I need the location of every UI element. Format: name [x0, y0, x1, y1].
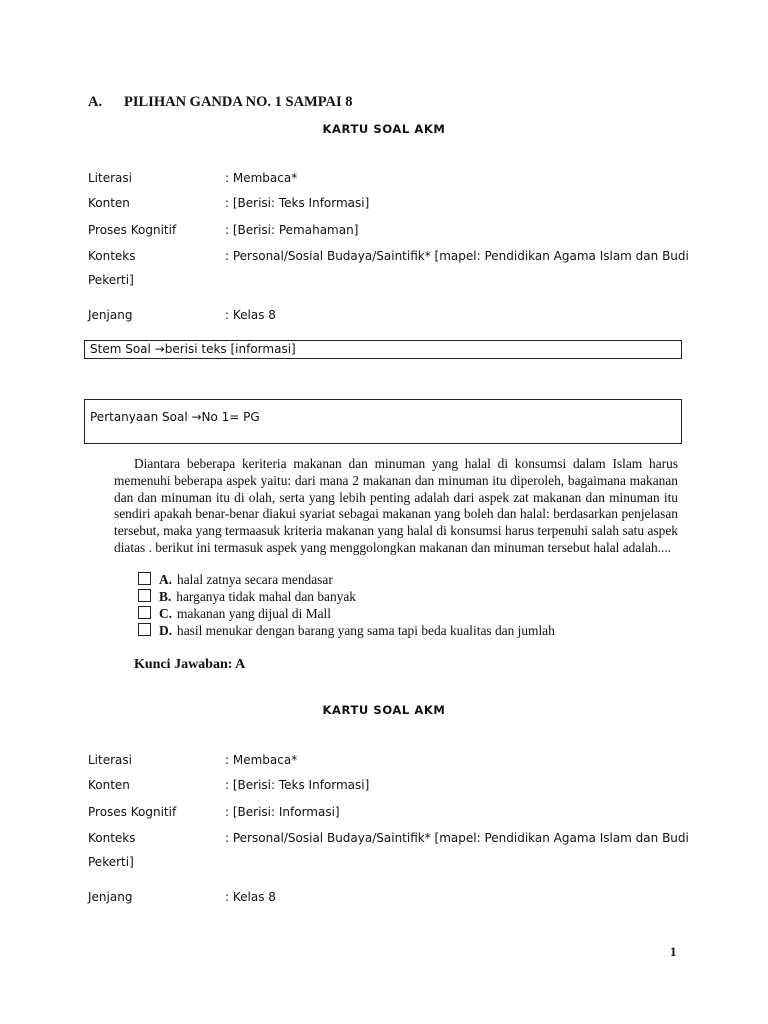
answer-key: Kunci Jawaban: A — [134, 657, 246, 672]
field-value-konten: : [Berisi: Teks Informasi] — [225, 196, 370, 210]
page-number: 1 — [670, 944, 677, 959]
section-heading — [88, 94, 353, 111]
field-value-konteks: : Personal/Sosial Budaya/Saintifik* [mapel: Pendidikan Agama Islam dan Budi — [225, 249, 689, 263]
stem-soal-box — [84, 340, 682, 359]
field-label-konten: Konten — [88, 778, 130, 792]
option-text: hasil menukar dengan barang yang sama tapi beda kualitas dan jumlah — [177, 623, 555, 638]
field-label-literasi: Literasi — [88, 171, 132, 185]
option-text: makanan yang dijual di Mall — [177, 606, 331, 621]
option-letter: D. — [159, 623, 173, 638]
option-letter: C. — [159, 606, 173, 621]
question-text: Diantara beberapa keriteria makanan dan minuman yang halal di konsumsi dalam Islam harus memenuhi beberapa aspek yaitu: dari mana 2 makanan dan minuman itu diperoleh, bagaimana makanan dan dan minuman itu di olah, serta yang lebih penting adalah dari aspek zat makanan dan minuman itu sendiri apakah benar-benar diakui syariat sebagai makanan yang boleh dan halal: berdasarkan penjelasan tersebut, maka yang termaasuk kriteria makanan yang halal di konsumsi harus terpenuhi salah satu aspek diatas . berikut ini termasuk aspek yang menggolongkan makanan dan minuman tersebut halal adalah.... — [114, 456, 678, 555]
field-label-konteks: Konteks — [88, 831, 136, 845]
option-text: halal zatnya secara mendasar — [177, 572, 333, 587]
card-title: KARTU SOAL AKM — [322, 703, 446, 717]
section-title: PILIHAN GANDA NO. 1 SAMPAI 8 — [124, 94, 353, 110]
card-title: KARTU SOAL AKM — [322, 122, 446, 136]
field-label-jenjang: Jenjang — [88, 308, 133, 322]
field-label-konteks: Konteks — [88, 249, 136, 263]
option-letter: B. — [159, 589, 172, 604]
checkbox-icon[interactable] — [138, 606, 151, 619]
pertanyaan-soal-text: Pertanyaan Soal →No 1= PG — [90, 410, 260, 424]
option-letter: A. — [159, 572, 173, 587]
option-d[interactable] — [138, 623, 555, 639]
field-value-proses-kognitif: : [Berisi: Pemahaman] — [225, 223, 359, 237]
field-value-proses-kognitif: : [Berisi: Informasi] — [225, 805, 340, 819]
pertanyaan-soal-box — [84, 399, 682, 444]
field-value-konteks: : Personal/Sosial Budaya/Saintifik* [mapel: Pendidikan Agama Islam dan Budi — [225, 831, 689, 845]
field-value-konteks-continuation: Pekerti] — [88, 273, 134, 287]
section-number: A. — [88, 94, 103, 110]
field-label-literasi: Literasi — [88, 753, 132, 767]
field-value-jenjang: : Kelas 8 — [225, 890, 276, 904]
field-label-konten: Konten — [88, 196, 130, 210]
option-c[interactable] — [138, 606, 331, 622]
checkbox-icon[interactable] — [138, 572, 151, 585]
option-a[interactable] — [138, 572, 333, 588]
field-value-konten: : [Berisi: Teks Informasi] — [225, 778, 370, 792]
field-value-jenjang: : Kelas 8 — [225, 308, 276, 322]
option-b[interactable] — [138, 589, 356, 605]
checkbox-icon[interactable] — [138, 623, 151, 636]
field-value-konteks-continuation: Pekerti] — [88, 855, 134, 869]
stem-soal-text: Stem Soal →berisi teks [informasi] — [90, 342, 296, 356]
field-label-proses-kognitif: Proses Kognitif — [88, 805, 177, 819]
checkbox-icon[interactable] — [138, 589, 151, 602]
field-value-literasi: : Membaca* — [225, 753, 298, 767]
field-value-literasi: : Membaca* — [225, 171, 298, 185]
field-label-proses-kognitif: Proses Kognitif — [88, 223, 177, 237]
option-text: harganya tidak mahal dan banyak — [176, 589, 356, 604]
field-label-jenjang: Jenjang — [88, 890, 133, 904]
